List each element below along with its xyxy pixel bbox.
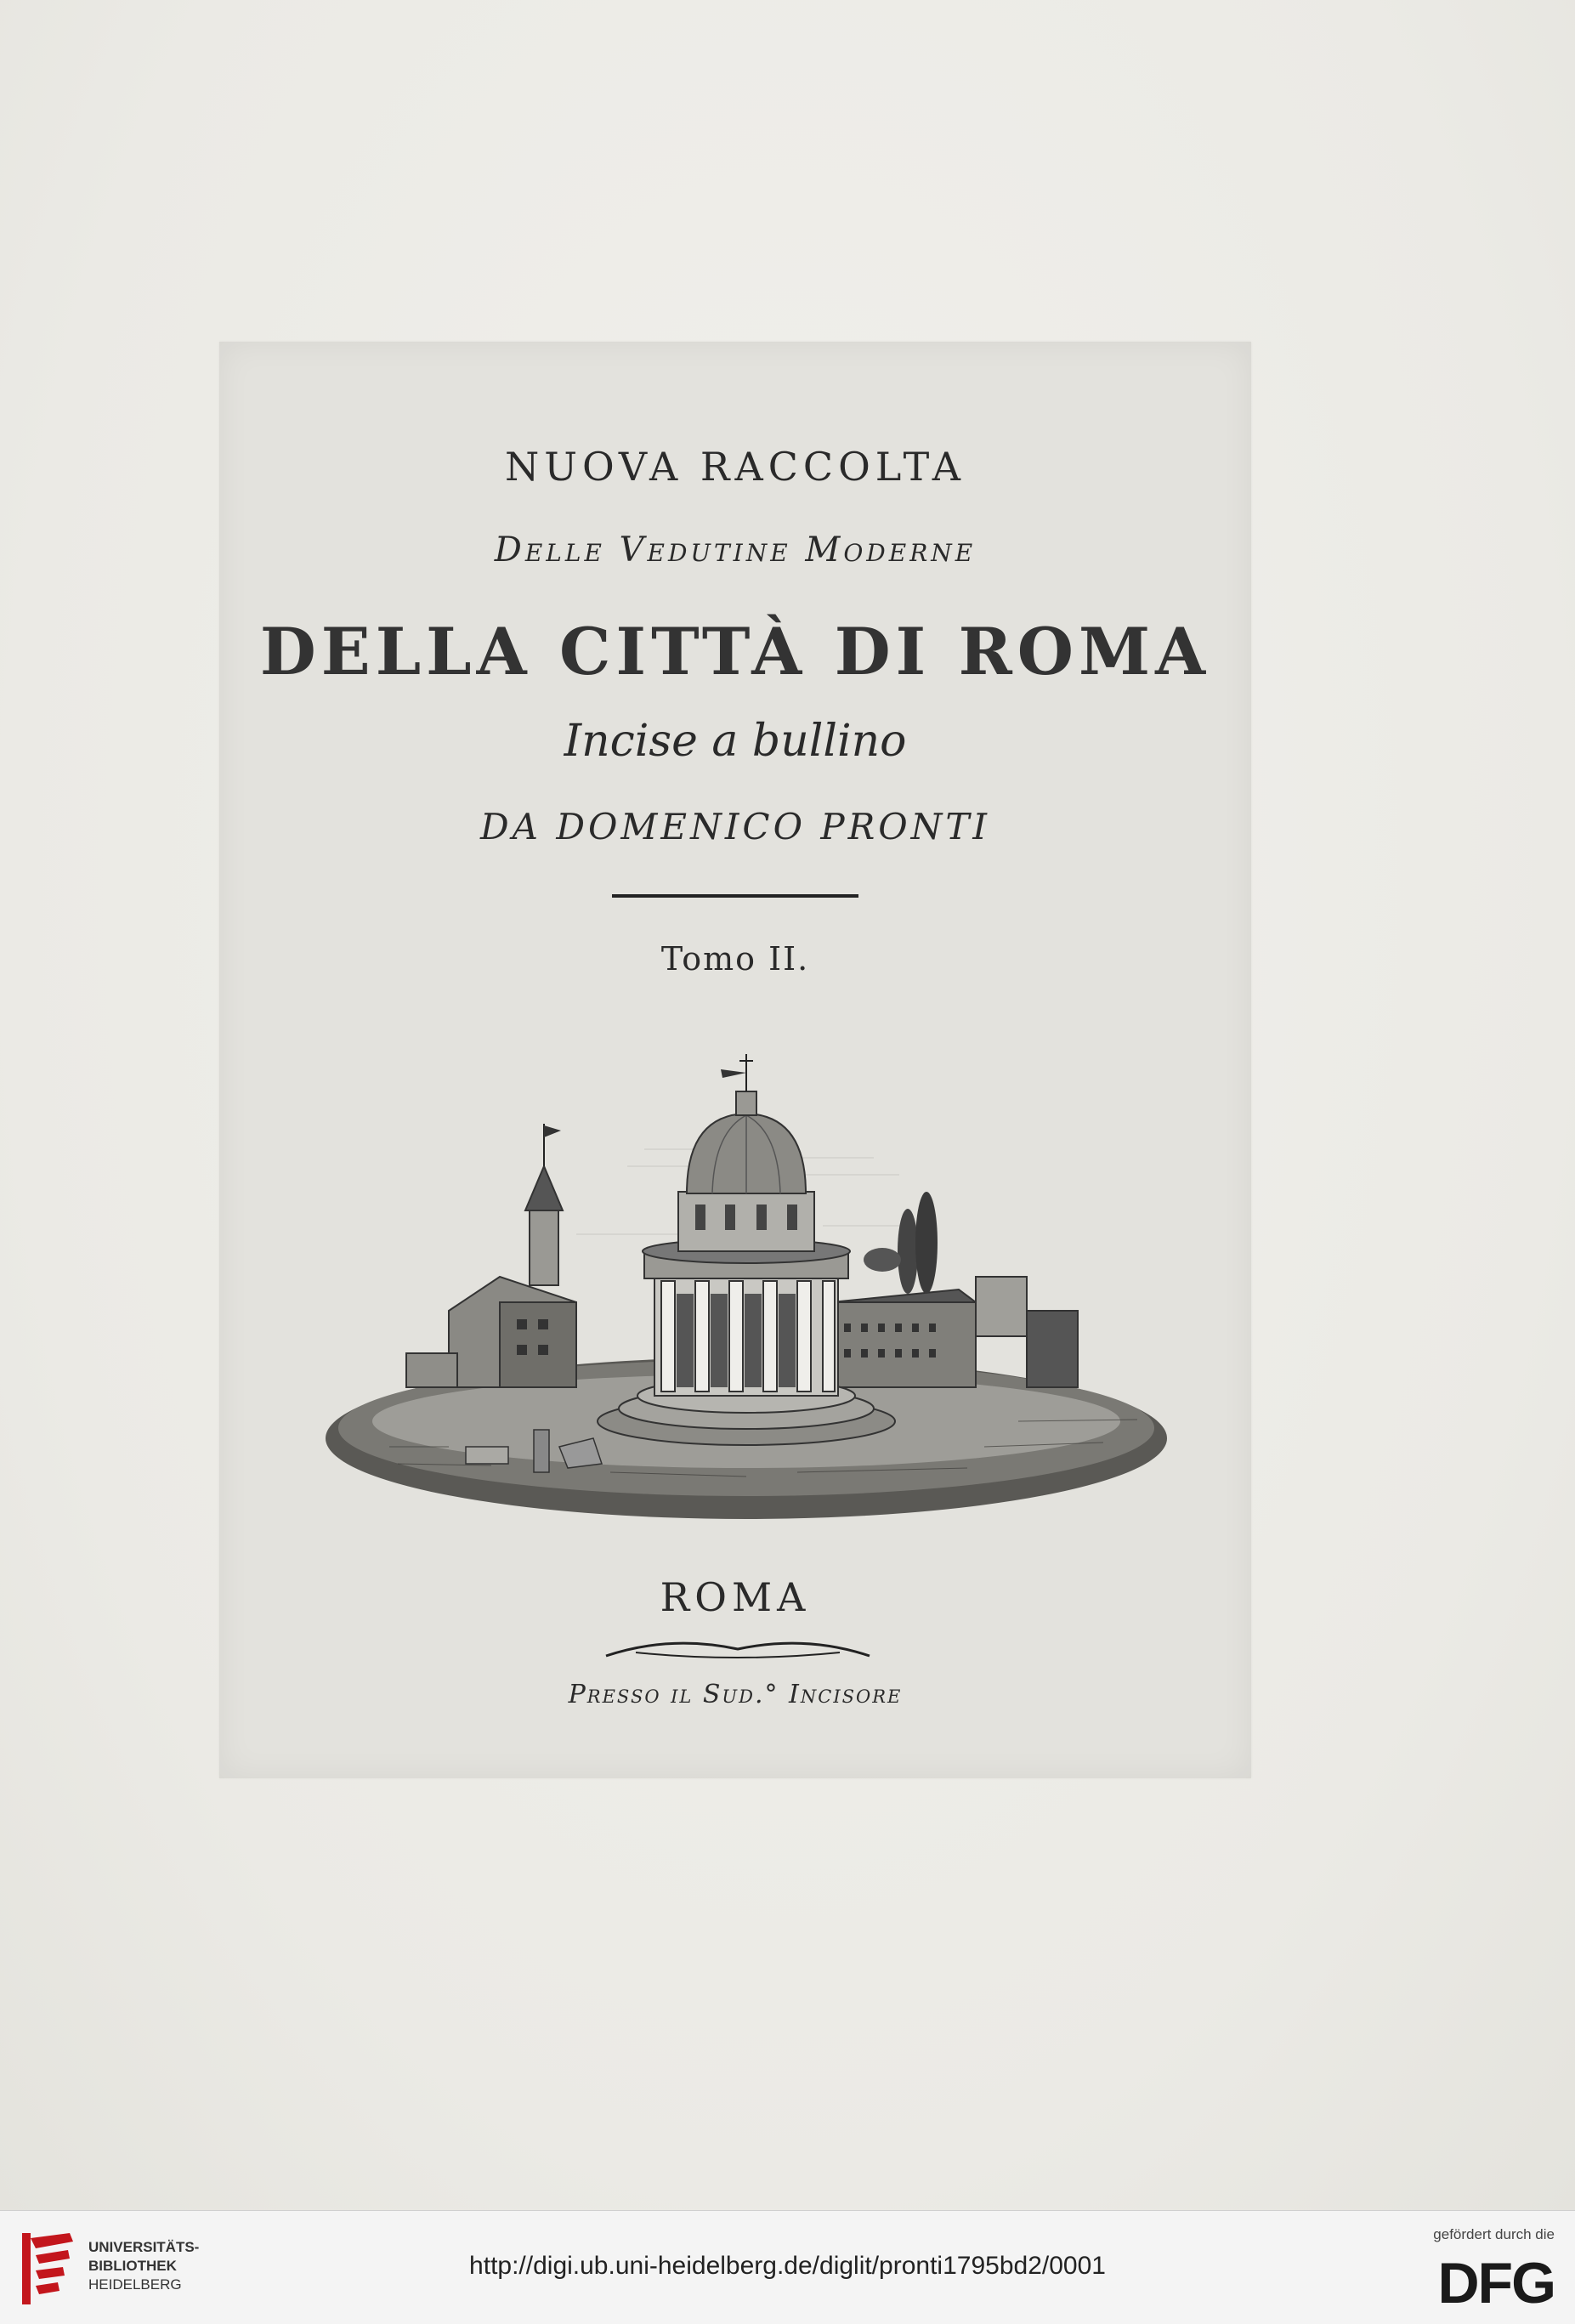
- sponsor-caption: gefördert durch die: [1433, 2226, 1555, 2242]
- tempietto-vignette: [321, 1047, 1171, 1523]
- permalink-url[interactable]: http://digi.ub.uni-heidelberg.de/diglit/pronti1795bd2/0001: [469, 2252, 1106, 2280]
- university-name-line-3: HEIDELBERG: [88, 2276, 182, 2293]
- title-line-1: NUOVA RACCOLTA: [504, 444, 966, 490]
- author-line: DA DOMENICO PRONTI: [479, 806, 991, 847]
- title-line-2: Delle Vedutine Moderne: [494, 530, 977, 570]
- engraved-plate: [219, 342, 1251, 1778]
- subtitle-script: Incise a bullino: [564, 716, 907, 767]
- imprint-publisher: Presso il Sud.° Incisore: [568, 1680, 903, 1709]
- university-name-line-1: UNIVERSITÄTS-: [88, 2239, 200, 2255]
- volume-label: Tomo II.: [660, 940, 810, 978]
- flourish-ornament: [602, 1630, 874, 1664]
- divider-rule: [612, 894, 858, 898]
- university-name-line-2: BIBLIOTHEK: [88, 2258, 177, 2274]
- imprint-place: ROMA: [660, 1574, 811, 1620]
- main-title: DELLA CITTÀ DI ROMA: [259, 614, 1211, 689]
- dfg-logo[interactable]: DFG: [1437, 2251, 1555, 2315]
- footer-bar: [0, 2210, 1575, 2324]
